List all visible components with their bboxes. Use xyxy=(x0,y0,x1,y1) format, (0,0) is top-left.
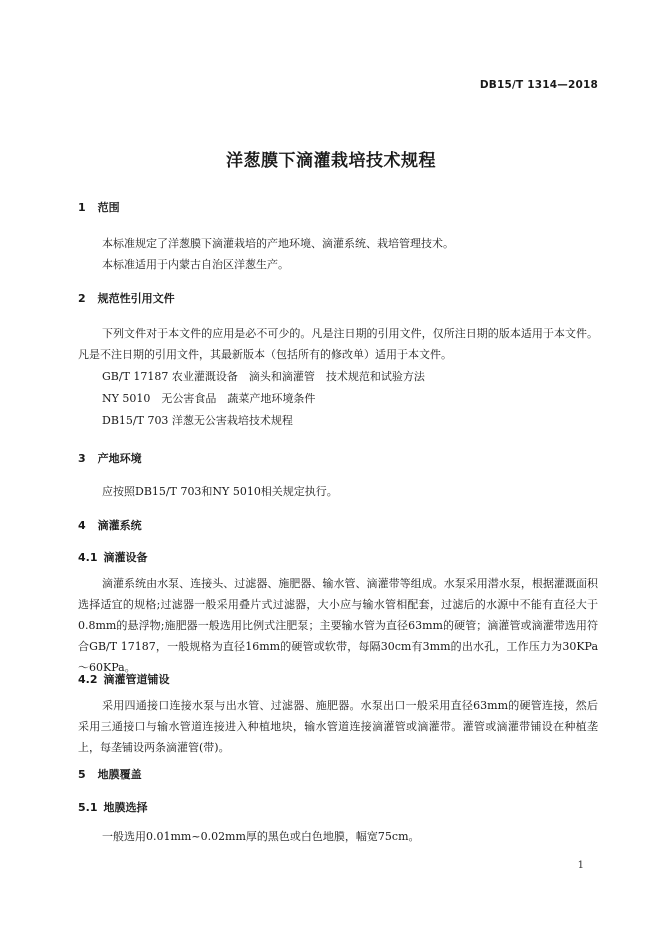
subsection-4-1-heading xyxy=(78,551,148,565)
section-number: 1 xyxy=(78,201,86,214)
subsection-5-1-heading xyxy=(78,801,148,815)
section-number: 4.2 xyxy=(78,673,98,686)
section-2-heading xyxy=(78,292,175,306)
reference-item: DB15/T 703 洋葱无公害栽培技术规程 xyxy=(102,414,293,427)
section-title: 滴灌系统 xyxy=(97,519,142,532)
section-number: 5 xyxy=(78,768,86,781)
section-title: 地膜选择 xyxy=(103,801,148,814)
paragraph: 滴灌系统由水泵、连接头、过滤器、施肥器、输水管、滴灌带等组成。水泵采用潜水泵，根据灌溉面积选择适宜的规格;过滤器一般采用叠片式过滤器，大小应与输水管相配套，过滤后的水源中不能有直径大于0.8mm的悬浮物;施肥器一般选用比例式注肥泵；主要输水管为直径63mm的硬管；滴灌管或滴灌带选用符合GB/T 17187，一般规格为直径16mm的硬管或软带，每隔30cm有3mm的出水孔，工作压力为30KPa～60KPa。 xyxy=(78,577,598,674)
section-5-heading xyxy=(78,768,142,782)
paragraph: 采用四通接口连接水泵与出水管、过滤器、施肥器。水泵出口一般采用直径63mm的硬管连接，然后采用三通接口与输水管道连接进入种植地块，输水管道连接滴灌管或滴灌带。灌管或滴灌带铺设在种植垄上，每垄铺设两条滴灌管(带)。 xyxy=(78,699,598,754)
section-number: 5.1 xyxy=(78,801,98,814)
page-number: 1 xyxy=(577,860,584,871)
subsection-4-2-heading xyxy=(78,673,170,687)
section-1-heading xyxy=(78,201,120,215)
paragraph: 应按照DB15/T 703和NY 5010相关规定执行。 xyxy=(102,485,338,498)
section-title: 规范性引用文件 xyxy=(97,292,175,305)
section-4-heading xyxy=(78,519,142,533)
document-title: 洋葱膜下滴灌栽培技术规程 xyxy=(226,151,436,171)
document-code: DB15/T 1314—2018 xyxy=(479,79,598,91)
section-title: 滴灌设备 xyxy=(103,551,148,564)
section-title: 滴灌管道铺设 xyxy=(103,673,170,686)
section-number: 3 xyxy=(78,452,86,465)
paragraph: 一般选用0.01mm~0.02mm厚的黑色或白色地膜，幅宽75cm。 xyxy=(102,830,420,843)
section-title: 产地环境 xyxy=(97,452,142,465)
section-3-heading xyxy=(78,452,142,466)
reference-item: GB/T 17187 农业灌溉设备 滴头和滴灌管 技术规范和试验方法 xyxy=(102,370,425,383)
paragraph: 下列文件对于本文件的应用是必不可少的。凡是注日期的引用文件，仅所注日期的版本适用于本文件。凡是不注日期的引用文件，其最新版本（包括所有的修改单）适用于本文件。 xyxy=(78,327,598,361)
section-title: 地膜覆盖 xyxy=(97,768,142,781)
paragraph: 本标准适用于内蒙古自治区洋葱生产。 xyxy=(102,258,289,271)
section-number: 2 xyxy=(78,292,86,305)
section-title: 范围 xyxy=(97,201,120,214)
reference-item: NY 5010 无公害食品 蔬菜产地环境条件 xyxy=(102,392,316,405)
paragraph: 本标准规定了洋葱膜下滴灌栽培的产地环境、滴灌系统、栽培管理技术。 xyxy=(102,237,454,250)
section-number: 4 xyxy=(78,519,86,532)
section-number: 4.1 xyxy=(78,551,98,564)
